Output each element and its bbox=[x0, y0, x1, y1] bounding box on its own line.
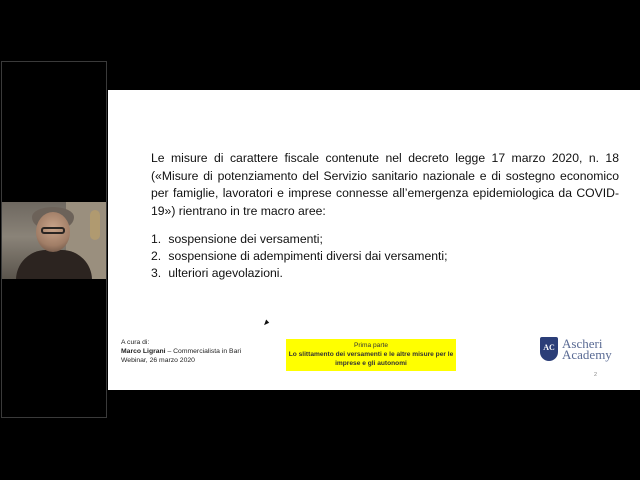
part-title: Lo slittamento dei versamenti e le altre misure per le imprese e gli autonomi bbox=[288, 351, 454, 367]
list-number: 2. bbox=[151, 249, 162, 263]
presentation-slide bbox=[108, 90, 640, 390]
list-item bbox=[151, 265, 448, 282]
participant-panel bbox=[1, 61, 107, 418]
ascheri-academy-logo bbox=[540, 335, 612, 363]
webinar-date: Webinar, 26 marzo 2020 bbox=[121, 357, 195, 364]
list-text: ulteriori agevolazioni. bbox=[168, 266, 283, 280]
list-number: 1. bbox=[151, 232, 162, 246]
list-text: sospensione di adempimenti diversi dai versamenti; bbox=[168, 249, 448, 263]
author-line bbox=[121, 347, 241, 356]
speaker-glasses bbox=[41, 227, 65, 234]
list-item bbox=[151, 231, 448, 248]
part-title-box bbox=[286, 339, 456, 371]
measures-list bbox=[151, 231, 448, 282]
logo-line1: Ascheri bbox=[562, 336, 603, 351]
webcam-background-object bbox=[90, 210, 100, 240]
author-block bbox=[121, 338, 241, 365]
author-role: – Commercialista in Bari bbox=[165, 348, 242, 355]
slide-paragraph: Le misure di carattere fiscale contenute nel decreto legge 17 marzo 2020, n. 18 («Misure di potenziamento del Servizio sanitario nazionale e di sostegno economico per famiglie, lavoratori e imprese connesse all’emergenza epidemiologica da COVID-19») rientrano in tre macro aree: bbox=[151, 151, 619, 218]
list-number: 3. bbox=[151, 266, 162, 280]
list-item bbox=[151, 248, 448, 265]
slide-page-number: 2 bbox=[594, 372, 598, 378]
logo-wordmark bbox=[562, 338, 612, 360]
part-label: Prima parte bbox=[353, 342, 389, 349]
list-text: sospensione dei versamenti; bbox=[168, 232, 323, 246]
author-name: Marco Ligrani bbox=[121, 348, 166, 355]
shield-icon: AC bbox=[540, 337, 558, 361]
author-intro: A cura di: bbox=[121, 339, 150, 346]
webcam-video[interactable] bbox=[2, 202, 106, 279]
logo-line2: Academy bbox=[562, 347, 612, 362]
